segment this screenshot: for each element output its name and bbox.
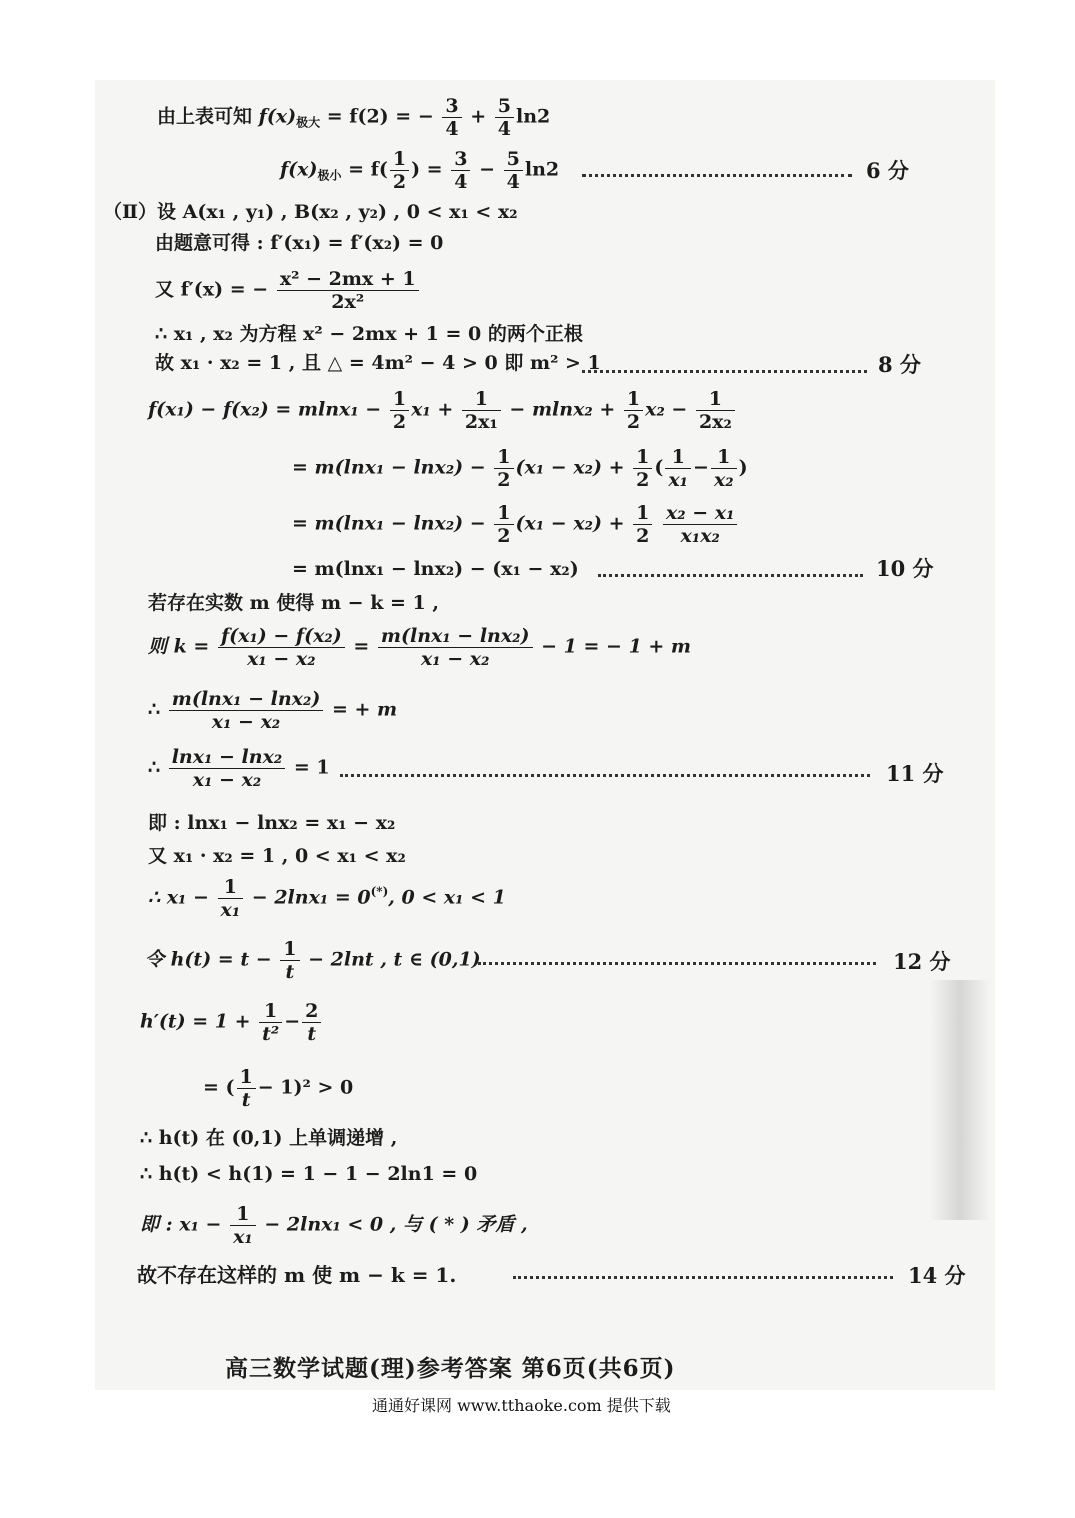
text: = f( [348,158,388,181]
therefore-line-2 [148,746,330,791]
denominator: t [241,1089,251,1111]
text: − [284,1010,301,1033]
fraction [633,502,652,547]
text: − 2lnx₁ = 0 [251,886,371,909]
text: f(x₁) − f(x₂) = mlnx₁ − [148,398,382,421]
text: , 0 < x₁ < 1 [388,886,506,909]
min-value-line [280,148,559,193]
numerator: 1 [390,388,409,411]
equivalent-line: 即 : lnx₁ − lnx₂ = x₁ − x₂ [148,812,396,834]
numerator: 1 [462,388,501,411]
numerator: f(x₁) − f(x₂) [218,625,345,648]
text: ) [738,456,748,479]
denominator: 4 [497,118,512,140]
fraction [462,388,501,433]
fraction [237,1066,256,1111]
fraction [663,502,737,547]
difference-line-3 [292,502,739,547]
derivative-formula [155,268,421,313]
text: 由上表可知 [157,105,253,128]
denominator: t [285,961,295,983]
fraction [696,388,735,433]
product-line: 又 x₁ · x₂ = 1 , 0 < x₁ < x₂ [148,845,406,867]
text: − mlnx₂ + [509,398,616,421]
denominator: x₁ − x₂ [247,648,316,670]
fraction [169,746,286,791]
numerator: 1 [494,446,513,469]
text: ) = [411,158,443,181]
text: 极大 [296,115,321,130]
numerator: 1 [230,1203,256,1226]
leader-dots [340,774,870,777]
define-h-line [145,938,481,983]
text: 令 h(t) = t − [145,948,272,971]
numerator: lnx₁ − lnx₂ [169,746,286,769]
numerator: 1 [665,446,691,469]
text: = m(lnx₁ − lnx₂) − [292,512,486,535]
text: = m(lnx₁ − lnx₂) − [292,456,486,479]
score-6: 6 分 [866,158,909,183]
text: − 1)² > 0 [257,1076,354,1099]
star-equation-line [148,876,506,921]
h-bound-line: ∴ h(t) < h(1) = 1 − 1 − 2ln1 = 0 [140,1163,478,1185]
text: f(x) [258,105,297,128]
text: (x₁ − x₂) + [515,512,625,535]
max-value-line [157,95,550,140]
numerator: 2 [302,1000,321,1023]
fraction [169,688,324,733]
numerator: 1 [696,388,735,411]
fraction [302,1000,321,1045]
score-14: 14 分 [908,1263,966,1288]
leader-dots [582,370,867,373]
part-two-setup: （Ⅱ）设 A(x₁ , y₁) , B(x₂ , y₂) , 0 < x₁ < x₂ [103,201,518,223]
numerator: 1 [494,502,513,525]
text: + [470,105,487,128]
numerator: 1 [259,1000,282,1023]
denominator: 2 [636,525,650,547]
denominator: 2 [497,525,511,547]
derivative-condition: 由题意可得 : f′(x₁) = f′(x₂) = 0 [155,232,444,254]
denominator: 2x₂ [698,411,732,433]
text: = [353,635,370,658]
text: (x₁ − x₂) + [515,456,625,479]
source-credit: 通通好课网 www.tthaoke.com 提供下载 [372,1396,671,1415]
text: − 2lnx₁ < 0 , 与 ( * ) 矛盾 , [264,1213,528,1236]
denominator: x₁x₂ [680,525,720,547]
numerator: m(lnx₁ − lnx₂) [169,688,324,711]
text: − [479,158,495,181]
score-10: 10 分 [876,556,934,581]
denominator: 2 [497,469,511,491]
fraction [280,938,299,983]
fraction [711,446,737,491]
denominator: x₁ [668,469,689,491]
contradiction-line [140,1203,528,1248]
fraction [504,148,523,193]
fraction [495,95,514,140]
text: 即 : x₁ − [140,1213,222,1236]
denominator: 4 [506,171,520,193]
scan-shadow [930,980,990,1220]
difference-line-4: = m(lnx₁ − lnx₂) − (x₁ − x₂) [292,558,579,580]
text: ∴ [148,756,161,779]
text: ln2 [524,158,560,181]
text: − [693,456,709,479]
denominator: 4 [445,118,459,140]
numerator: x² − 2mx + 1 [277,268,419,291]
text: ∴ x₁ − [148,886,209,909]
denominator: 4 [454,171,468,193]
text: = f(2) = − [326,105,434,128]
numerator: 1 [711,446,737,469]
denominator: t² [262,1023,280,1045]
difference-line-1 [148,388,737,433]
text: ∴ [148,698,161,721]
fraction [277,268,419,313]
text: ln2 [516,105,551,128]
fraction [665,446,691,491]
difference-line-2 [292,446,748,491]
text: ( [654,456,664,479]
numerator: x₂ − x₁ [663,502,737,525]
text: h′(t) = 1 + [140,1010,251,1033]
text: f(x) [280,158,318,181]
numerator: 1 [390,148,409,171]
denominator: 2 [626,411,641,433]
denominator: x₁ − x₂ [211,711,281,733]
numerator: 1 [633,446,652,469]
fraction [378,625,533,670]
text: = + m [331,698,398,721]
denominator: 2 [636,469,650,491]
leader-dots [478,962,876,965]
text: − 2lnt , t ∈ (0,1) [308,948,481,971]
numerator: 1 [633,502,652,525]
text: 则 k = [148,635,210,658]
denominator: 2x² [331,291,365,313]
fraction [633,446,652,491]
denominator: 2x₁ [464,411,498,433]
fraction [390,388,409,433]
fraction [218,625,345,670]
text: 又 f′(x) = − [155,278,269,301]
denominator: x₁ [220,899,241,921]
fraction [442,95,461,140]
numerator: 5 [495,95,514,118]
text: = ( [203,1076,235,1099]
assumption-line: 若存在实数 m 使得 m − k = 1 , [148,592,439,614]
leader-dots [513,1276,893,1279]
text: x₁ + [411,398,454,421]
denominator: 2 [392,411,407,433]
numerator: 3 [451,148,470,171]
leader-dots [582,174,852,177]
fraction [624,388,643,433]
score-8: 8 分 [878,352,921,377]
fraction [218,876,244,921]
numerator: 1 [624,388,643,411]
h-derivative-square-line [203,1066,353,1111]
page-footer-title: 高三数学试题(理)参考答案 第6页(共6页) [225,1355,676,1382]
conclusion-line: 故不存在这样的 m 使 m − k = 1. [137,1263,457,1287]
score-12: 12 分 [893,949,951,974]
score-11: 11 分 [886,761,944,786]
numerator: 1 [280,938,299,961]
fraction [494,446,513,491]
h-derivative-line [140,1000,323,1045]
text: x₂ − [645,398,688,421]
discriminant-line: 故 x₁ · x₂ = 1 , 且 △ = 4m² − 4 > 0 即 m² > 1 [155,352,601,374]
fraction [494,502,513,547]
roots-statement: ∴ x₁ , x₂ 为方程 x² − 2mx + 1 = 0 的两个正根 [155,323,583,345]
text: 极小 [317,168,342,183]
denominator: t [307,1023,317,1045]
text: (*) [370,884,389,899]
text: − 1 = − 1 + m [541,635,692,658]
slope-line [148,625,691,670]
therefore-line-1 [148,688,397,733]
denominator: x₁ − x₂ [192,769,262,791]
numerator: 1 [237,1066,256,1089]
text: = 1 [293,756,330,779]
leader-dots [598,574,863,577]
numerator: 1 [218,876,244,899]
denominator: x₁ − x₂ [420,648,490,670]
denominator: x₁ [233,1226,253,1248]
fraction [230,1203,256,1248]
monotonic-line: ∴ h(t) 在 (0,1) 上单调递增 , [140,1127,398,1149]
denominator: x₂ [713,469,734,491]
fraction [451,148,470,193]
fraction [390,148,409,193]
fraction [259,1000,282,1045]
numerator: 5 [504,148,523,171]
numerator: m(lnx₁ − lnx₂) [378,625,533,648]
numerator: 3 [442,95,461,118]
denominator: 2 [392,171,407,193]
